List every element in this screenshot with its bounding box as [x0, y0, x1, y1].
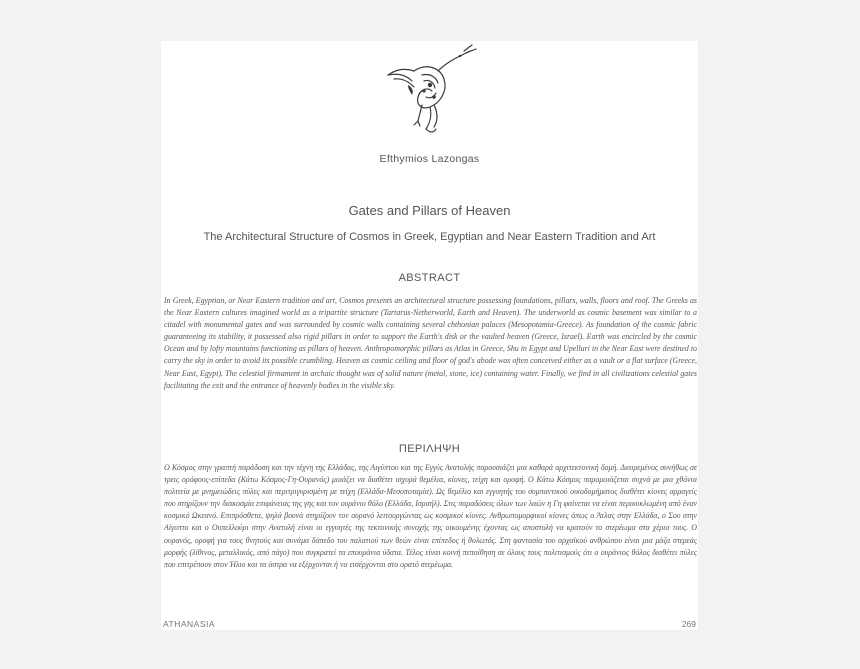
abstract-heading: ABSTRACT	[398, 272, 461, 284]
greek-summary-text: Ο Κόσμος στην γραπτή παράδοση και την τέχνη της Ελλάδας, της Αιγύπτου και της Εγγύς Ανατολής παρουσιάζει μια καθαρά αρχιτεκτονική δομή. Διαιρεμένος συνήθως σε τρεις ορόφους-επίπεδα (Κάτω Κόσμος-Γη-Ουρανός) μοιάζει να διαθέτει ισχυρά θεμέλια, κίονες, τείχη και οροφή. Ο Κάτω Κόσμος παρομοιάζεται συχνά με μια χθόνια πολιτεία με μνημειώδεις πύλες και περιτριγυρισμένη με τείχη (Ελλάδα-Μεσοποταμία). Ως θεμέλιο και εγγυητής του συμπαντικού οικοδομήματος διαθέτει κίονες αρραγείς που στηρίζουν την διακοσμία επιφάνειας της γης και τον ουράνιο θόλο (Ελλάδα, Ισραήλ). Στις παραδόσεις όλων των λαών η Γη φαίνεται να είναι περικυκλωμένη από έναν κοσμικό Ωκεανό. Επιπρόσθετα, ψηλά βουνά στηρίζουν τον ουρανό λειτουργώντας ως κοσμικοί κίονες. Ανθρωπομορφικοί κίονες όπως ο Άτλας στην Ελλάδα, ο Σου στην Αίγυπτο και ο Ουπελλούρι στην Ανατολή είναι οι εγγυητές της τεκτονικής συνοχής της οικουμένης έχοντας ως αποστολή να κρατούν το στερέωμα στα χέρια τους. Ο ουρανός, οροφή για τους θνητούς και συνάμα δάπεδο του παλατιού των θεών είναι επίπεδος ή θολωτός. Στη φαντασία του αρχαϊκού ανθρώπου είναι μια μάζα στερεάς μορφής (λίθινος, μεταλλικός, από πάγο) που συγκρατεί τα επουράνια ύδατα. Τέλος είναι κοινή πεποίθηση σε όλους τους πολιτισμούς ότι ο ουράνιος θόλος διαθέτει πύλες που επιτρέπουν στον Ήλιο και τα άστρα να εξέρχονται ή να εισέρχονται στο ορατό στερέωμα.	[164, 463, 697, 569]
phoenix-bird-icon	[374, 41, 484, 141]
page-number: 269	[681, 619, 696, 629]
journal-name: ATHANASIA	[163, 619, 216, 629]
paper-subtitle: The Architectural Structure of Cosmos in Greek, Egyptian and Near Eastern Tradition and Art	[203, 231, 656, 243]
paper-page	[161, 41, 698, 630]
greek-summary-heading: ΠΕΡΙΛΗΨΗ	[398, 443, 461, 455]
abstract-text: In Greek, Egyptian, or Near Eastern tradition and art, Cosmos presents an architectural structure possessing foundations, pillars, walls, floors and roof. The Greeks as the Near Eastern cultures imagined world as a tripartite structure (Tartarus-Netherworld, Earth and Heaven). The underworld as cosmic basement was similar to a citadel with monumental gates and was surrounded by cosmic walls containing several chthonian palaces (Mesopotamia-Greece). As foundation of the cosmic fabric guaranteeing its stability, it possessed also rigid pillars in order to support the Earth's disk or the vaulted heaven (Greece, Israel). Earth was encircled by the cosmic Ocean and by lofty mountains functioning as pillars of heaven. Anthropomorphic pillars as Atlas in Greece, Shu in Egypt and Upelluri in the Near East were destined to carry the sky in order to avoid its possible crumbling. Heaven as cosmic ceiling and floor of god's abode was often conceived either as a vault or a flat surface (Greece, Near East, Egypt). The celestial firmament in archaic thought was of solid nature (metal, stone, ice) containing water. Finally, we find in all civilizations celestial gates facilitating the exit and the entrance of heavenly bodies in the visible sky.	[164, 296, 697, 390]
paper-title: Gates and Pillars of Heaven	[348, 203, 511, 218]
author-name: Efthymios Lazongas	[379, 153, 480, 165]
